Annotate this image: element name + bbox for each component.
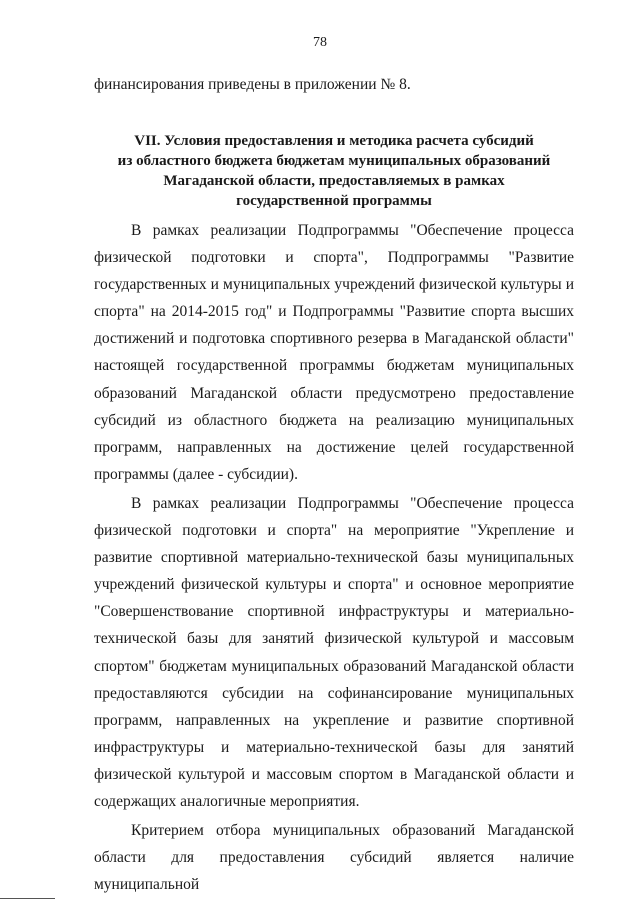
section-heading [94, 131, 574, 211]
paragraph: В рамках реализации Подпрограммы "Обеспечение процесса физической подготовки и спорта", Подпрограммы "Развитие государственных и муниципальных учреждений физической культуры и спорта" на 2014-2015 год" и Подпрограммы "Развитие спорта высших достижений и подготовка спортивного резерва в Магаданской области" настоящей государственной программы бюджетам муниципальных образований Магаданской области предусмотрено предоставление субсидий из областного бюджета на реализацию муниципальных программ, направленных на достижение целей государственной программы (далее - субсидии). [94, 222, 574, 483]
page-number: 78 [313, 35, 327, 50]
paragraph: В рамках реализации Подпрограммы "Обеспечение процесса физической подготовки и спорта" на мероприятие "Укрепление и развитие спортивной материально-технической базы муниципальных учреждений физической культуры и спорта" и основное мероприятие "Совершенствование спортивной инфраструктуры и материально-технической базы для занятий физической культурой и массовым спортом" бюджетам муниципальных образований Магаданской области предоставляются субсидии на софинансирование муниципальных программ, направленных на укрепление и развитие спортивной инфраструктуры и материально-технической базы для занятий физической культурой и массовым спортом в Магаданской области и содержащих аналогичные мероприятия. [94, 494, 574, 810]
footer-divider [0, 898, 55, 899]
heading-line: из областного бюджета бюджетам муниципальных образований [117, 153, 551, 169]
heading-line: Магаданской области, предоставляемых в рамках [163, 173, 505, 189]
paragraph: Критерием отбора муниципальных образований Магаданской области для предоставления субсидий является наличие муниципальной [94, 822, 574, 894]
section-body [94, 217, 574, 900]
heading-line: VII. Условия предоставления и методика расчета субсидий [134, 133, 534, 149]
heading-line: государственной программы [236, 193, 432, 209]
continuation-text: финансирования приведены в приложении № 8. [94, 76, 411, 93]
